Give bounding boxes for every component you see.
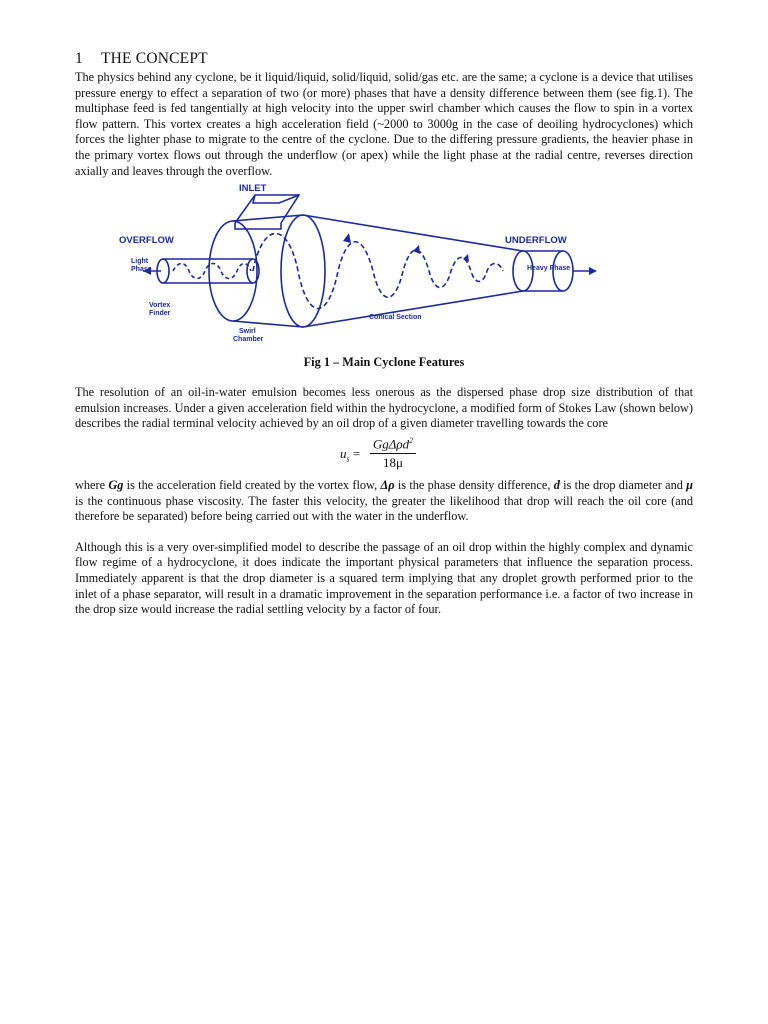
paragraph-cyclone-physics: The physics behind any cyclone, be it liquid/liquid, solid/liquid, solid/gas etc. are the same; a cyclone is a device that utilises pressure energy to effect a separation of two (or more) phases that have a density difference between them (see fig.1). The multiphase feed is fed tangentially at high velocity into the upper swirl chamber which causes the flow to spin in a vortex flow pattern. This vortex creates a high acceleration field (~2000 to 3000g in the case of deoiling hydrocyclones) which forces the lighter phase to migrate to the centre of the cyclone. Due to the differing pressure gradients, the heavier phase in the primary vortex flows out through the underflow (or apex) while the light phase at the radial centre, reverses direction axially and leaves through the overflow. bbox=[75, 70, 693, 178]
stokes-law-formula bbox=[75, 436, 693, 476]
section-heading bbox=[75, 50, 693, 68]
formula-denominator: 18μ bbox=[383, 455, 403, 471]
vortex-finder-label-1: Vortex bbox=[149, 302, 171, 310]
overflow-label: OVERFLOW bbox=[119, 235, 174, 247]
underflow-label: UNDERFLOW bbox=[505, 235, 567, 247]
vortex-finder-tube bbox=[163, 259, 253, 283]
cone-top bbox=[281, 215, 325, 327]
section-number: 1 bbox=[75, 50, 83, 67]
paragraph-model-limitations: Although this is a very over-simplified model to describe the passage of an oil drop within the highly complex and dynamic flow regime of a hydrocyclone, it does indicate the important physical parameters that influence the separation process. Immediately apparent is that the drop diameter is a squared term implying that any droplet growth performed prior to the inlet of a phase separator, will result in a dramatic improvement in the separation performance i.e. a factor of two increase in the drop size would increase the radial settling velocity by a factor of four. bbox=[75, 539, 693, 617]
cyclone-figure bbox=[75, 181, 693, 351]
swirl-chamber-label-2: Chamber bbox=[233, 336, 264, 344]
swirl-chamber-front bbox=[209, 221, 257, 321]
light-phase-spiral bbox=[173, 264, 251, 279]
heavy-phase-label: Heavy Phase bbox=[527, 265, 571, 273]
vortex-finder-label-2: Finder bbox=[149, 310, 171, 318]
swirl-chamber-label-1: Swirl bbox=[239, 328, 256, 336]
paragraph-variable-definitions: where Gg is the acceleration field created by the vortex flow, Δρ is the phase density difference, d is the drop diameter and μ is the continuous phase viscosity. The faster this velocity, the greater the likelihood that drop will reach the oil core (and therefore be separated) before being carried out with the water in the underflow. bbox=[75, 477, 694, 524]
light-phase-label-1: Light bbox=[131, 258, 149, 266]
paragraph-oil-emulsion: The resolution of an oil-in-water emulsion becomes less onerous as the dispersed phase drop size distribution of that emulsion increases. Under a given acceleration field within the hydrocyclone, a modified form of Stokes Law (shown below) describes the radial terminal velocity achieved by an oil drop of a given diameter travelling towards the core bbox=[75, 385, 693, 431]
light-phase-label-2: Phase bbox=[131, 266, 152, 274]
conical-section-outline bbox=[303, 215, 523, 327]
inlet-label: INLET bbox=[239, 183, 267, 195]
formula-fraction bbox=[370, 436, 416, 471]
cyclone-diagram bbox=[113, 181, 603, 349]
formula-lhs: $u_s$ = bbox=[340, 445, 361, 464]
figure-caption: Fig 1 – Main Cyclone Features bbox=[303, 355, 465, 370]
section-title: THE CONCEPT bbox=[101, 50, 208, 67]
document-page bbox=[75, 50, 693, 618]
vortex-spiral bbox=[253, 234, 503, 309]
conical-section-label: Conical Section bbox=[369, 314, 422, 322]
formula-numerator: GgΔρd$^2$ bbox=[370, 436, 416, 454]
